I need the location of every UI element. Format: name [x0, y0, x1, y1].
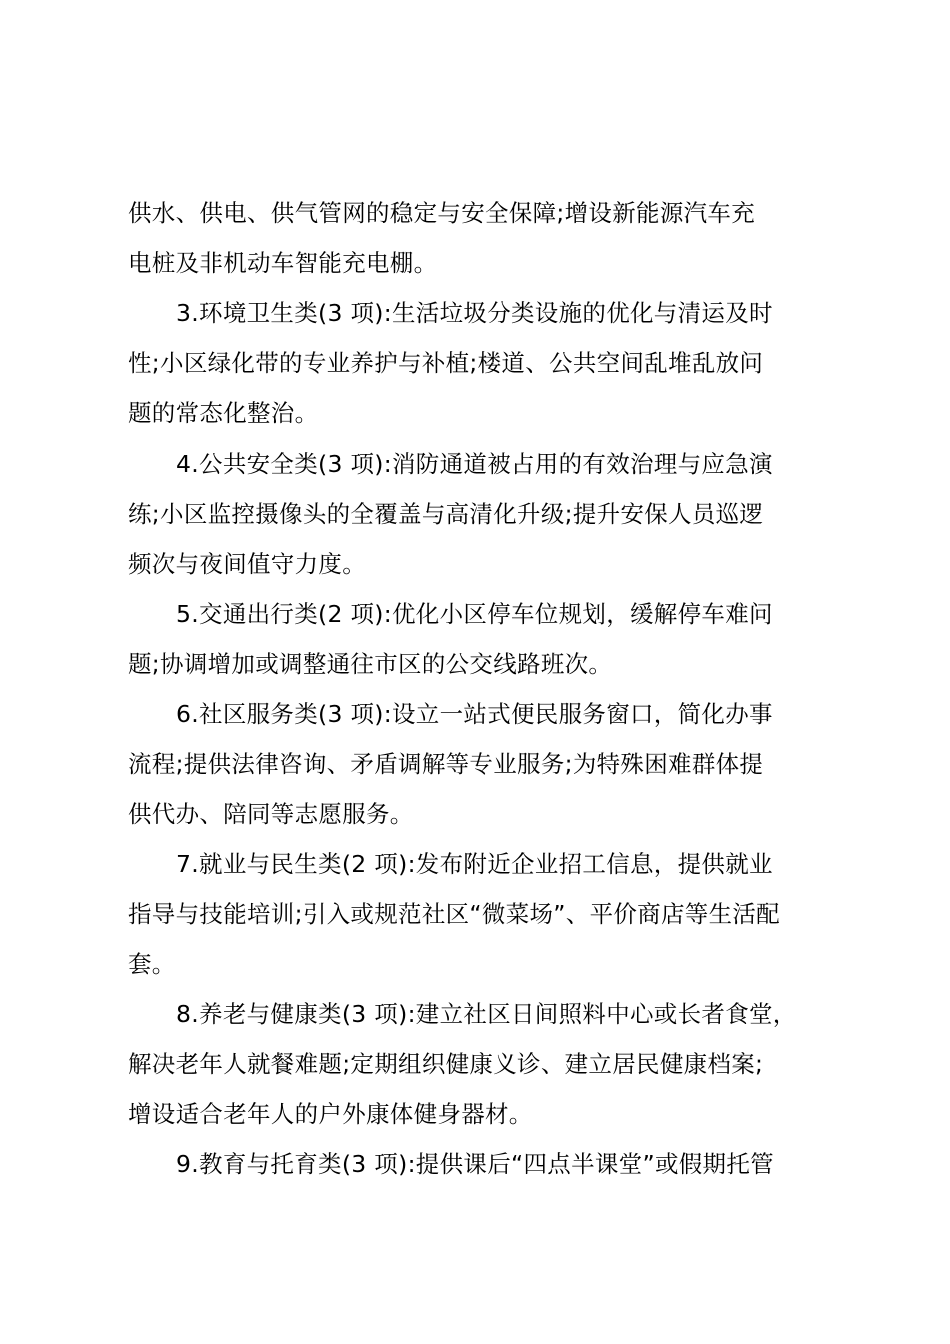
paragraph-4-first-line: 4.公共安全类(3 项):消防通道被占用的有效治理与应急演	[176, 450, 773, 478]
text-line: 套。	[128, 950, 176, 978]
text-line: 供水、供电、供气管网的稳定与安全保障;增设新能源汽车充	[128, 199, 756, 227]
paragraph-3-first-line: 3.环境卫生类(3 项):生活垃圾分类设施的优化与清运及时	[176, 299, 773, 327]
text-line: 流程;提供法律咨询、矛盾调解等专业服务;为特殊困难群体提	[128, 750, 764, 778]
paragraph-5-first-line: 5.交通出行类(2 项):优化小区停车位规划，缓解停车难问	[176, 600, 773, 628]
paragraph-7-first-line: 7.就业与民生类(2 项):发布附近企业招工信息，提供就业	[176, 850, 773, 878]
paragraph-8-first-line: 8.养老与健康类(3 项):建立社区日间照料中心或长者食堂，	[176, 1000, 797, 1028]
paragraph-9-first-line: 9.教育与托育类(3 项):提供课后“四点半课堂”或假期托管	[176, 1150, 774, 1178]
text-line: 电桩及非机动车智能充电棚。	[128, 249, 438, 277]
paragraph-6-first-line: 6.社区服务类(3 项):设立一站式便民服务窗口，简化办事	[176, 700, 773, 728]
text-line: 解决老年人就餐难题;定期组织健康义诊、建立居民健康档案;	[128, 1050, 764, 1078]
text-line: 增设适合老年人的户外康体健身器材。	[128, 1100, 533, 1128]
text-line: 供代办、陪同等志愿服务。	[128, 800, 414, 828]
text-line: 频次与夜间值守力度。	[128, 550, 366, 578]
text-line: 题的常态化整治。	[128, 399, 319, 427]
text-line: 练;小区监控摄像头的全覆盖与高清化升级;提升安保人员巡逻	[128, 500, 764, 528]
text-line: 性;小区绿化带的专业养护与补植;楼道、公共空间乱堆乱放问	[128, 349, 764, 377]
text-line: 指导与技能培训;引入或规范社区“微菜场”、平价商店等生活配	[128, 900, 780, 928]
text-line: 题;协调增加或调整通往市区的公交线路班次。	[128, 650, 613, 678]
